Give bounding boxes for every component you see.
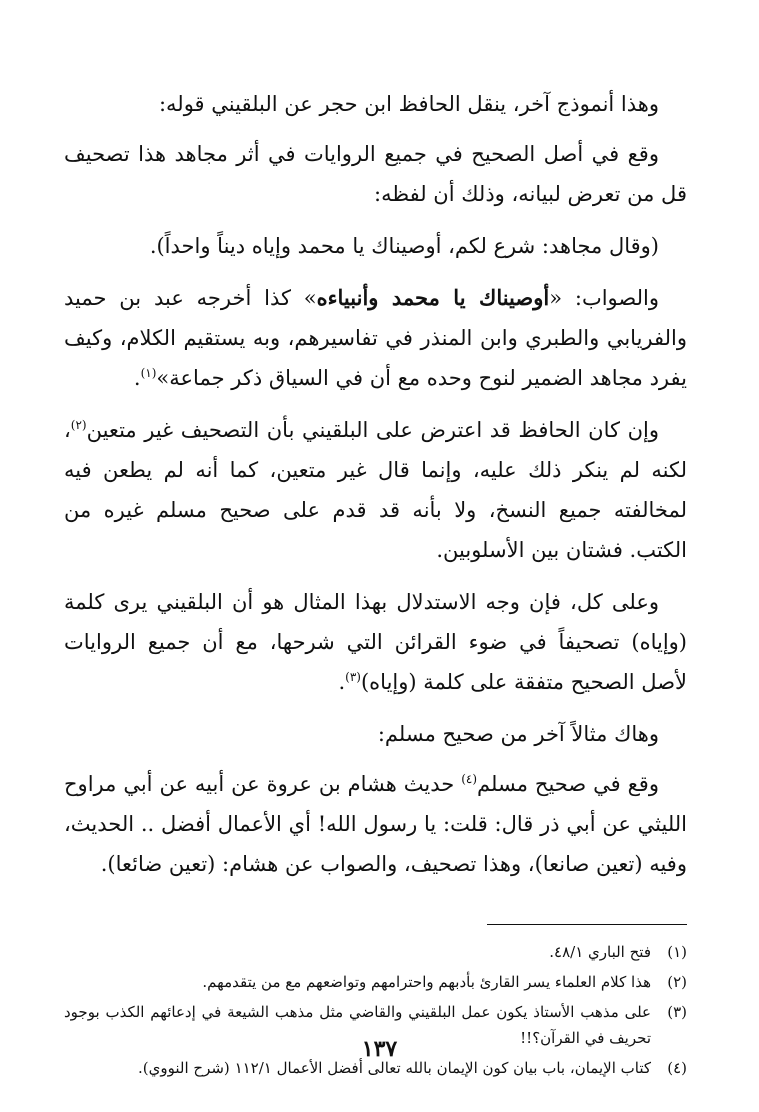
footnote-text: على مذهب الأستاذ يكون عمل البلقيني والقاضي مثل مذهب الشيعة في إدعائهم الكذب بوجود تحريف في القرآن؟!! [64, 1003, 651, 1047]
paragraph-hisham-hadith [64, 764, 687, 884]
footnote-1 [64, 939, 687, 965]
footnote-number: (٣) [667, 1003, 687, 1021]
paragraph-quote-intro: وقع في أصل الصحيح في جميع الروايات في أثر مجاهد هذا تصحيف قل من تعرض لبيانه، وذلك أن لفظه: [64, 142, 687, 206]
correction-text-after: » كذا أخرجه عبد بن حميد والفريابي والطبري وابن المنذر في تفاسيرهم، وبه يستقيم الكلام، وكيف يفرد مجاهد الضمير لنوح وحده مع أن في السياق ذكر جماعة» [64, 286, 687, 390]
objection-text-b: ، لكنه لم ينكر ذلك عليه، وإنما قال غير متعين، كما أنه لم يطعن فيه لمخالفته جميع النسخ، ولا بأنه قد قدم على صحيح مسلم غيره من الكتب. فشتان بين الأسلوبين. [64, 418, 687, 562]
footnote-ref-2[interactable]: (٢) [70, 418, 87, 432]
hadith-text-a: وقع في صحيح مسلم [477, 772, 659, 796]
conclusion-text-b: . [338, 670, 346, 694]
footnote-number: (١) [667, 943, 687, 961]
correction-bold-phrase: أوصيناك يا محمد وأنبياءه [316, 285, 550, 310]
paragraph-another-example: وهاك مثالاً آخر من صحيح مسلم: [377, 722, 659, 746]
conclusion-text-a: وعلى كل، فإن وجه الاستدلال بهذا المثال هو أن البلقيني يرى كلمة (وإياه) تصحيفاً في ضوء القرائن التي شرحها، مع أن جميع الروايات لأصل الصحيح متفقة على كلمة (وإياه) [64, 590, 687, 694]
footnote-ref-3[interactable]: (٣) [345, 670, 361, 684]
footnote-text: فتح الباري ٤٨/١. [549, 943, 651, 961]
footnote-separator [487, 924, 687, 925]
paragraph-hafiz-objection [64, 410, 687, 570]
objection-text-a: وإن كان الحافظ قد اعترض على البلقيني بأن التصحيف غير متعين [86, 418, 659, 442]
page-number: ١٣٧ [361, 1036, 398, 1062]
paragraph-conclusion [64, 582, 687, 702]
footnote-ref-4[interactable]: (٤) [461, 772, 478, 786]
paragraph-correction [64, 278, 687, 398]
correction-text-end: . [133, 366, 141, 390]
footnote-number: (٢) [667, 973, 687, 991]
footnote-number: (٤) [667, 1059, 687, 1077]
paragraph-mujahid-quote: (وقال مجاهد: شرع لكم، أوصيناك يا محمد وإياه ديناً واحداً). [149, 234, 659, 258]
footnote-text: كتاب الإيمان، باب بيان كون الإيمان بالله تعالى أفضل الأعمال ١١٢/١ (شرح النووي). [138, 1059, 651, 1077]
footnote-text: هذا كلام العلماء يسر القارئ بأدبهم واحترامهم وتواضعهم مع من يتقدمهم. [202, 973, 651, 991]
hadith-text-b: حديث هشام بن عروة عن أبيه عن أبي مراوح الليثي عن أبي ذر قال: قلت: يا رسول الله! أي الأعمال أفضل .. الحديث، وفيه (تعين صانعا)، وهذا تصحيف، والصواب عن هشام: (تعين ضائعا). [64, 772, 687, 876]
correction-text-before: والصواب: « [549, 286, 659, 310]
footnote-ref-1[interactable]: (١) [140, 366, 157, 380]
footnote-2 [64, 969, 687, 995]
paragraph-intro: وهذا أنموذج آخر، ينقل الحافظ ابن حجر عن البلقيني قوله: [158, 92, 659, 116]
